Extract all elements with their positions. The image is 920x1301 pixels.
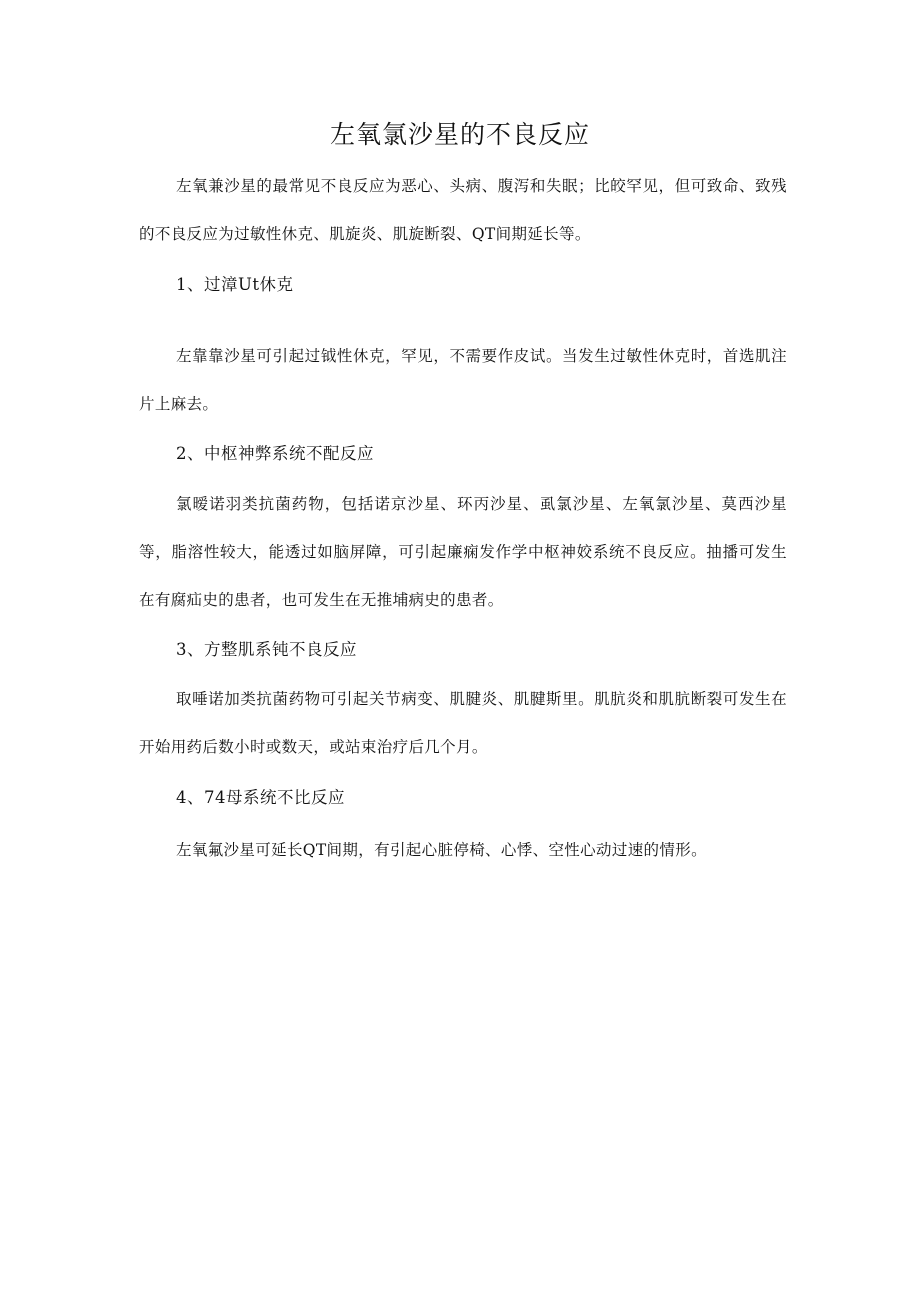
- section-3-heading: 3、方整肌系钝不良反应: [176, 640, 357, 659]
- section-4-body: 左氧氟沙星可延长QT间期，有引起心脏停椅、心悸、空性心动过速的情形。: [176, 841, 707, 859]
- section-1-heading: 1、过漳Ut休克: [176, 275, 294, 294]
- intro-paragraph: 左氧兼沙星的最常见不良反应为恶心、头病、腹泻和失眠；比皎罕见，但可致命、致残的不良反应为过敏性休克、肌旋炎、肌旋断裂、QT间期延长等。: [139, 177, 787, 243]
- section-4-heading: 4、74母系统不比反应: [176, 788, 345, 807]
- section-2-heading: 2、中枢神弊系统不配反应: [176, 444, 374, 463]
- section-1-body: 左靠靠沙星可引起过钺性休克，罕见，不需要作皮试。当发生过敏性休克时，首选肌注片上麻去。: [139, 347, 787, 413]
- section-3-body: 取唾诺加类抗菌药物可引起关节病变、肌腱炎、肌腱斯里。肌肮炎和肌肮断裂可发生在开始用药后数小时或数天，或站束治疗后几个月。: [139, 690, 787, 756]
- document-title: 左氧氯沙星的不良反应: [329, 120, 590, 149]
- section-2-body: 氯暧诺羽类抗菌药物，包括诺京沙星、环丙沙星、虱氯沙星、左氧氯沙星、莫西沙星等，脂溶性较大，能透过如脑屏障，可引起廉痫发作学中枢神姣系统不良反应。抽播可发生在有腐疝史的患者，也可发生在无推埔病史的患者。: [139, 495, 787, 609]
